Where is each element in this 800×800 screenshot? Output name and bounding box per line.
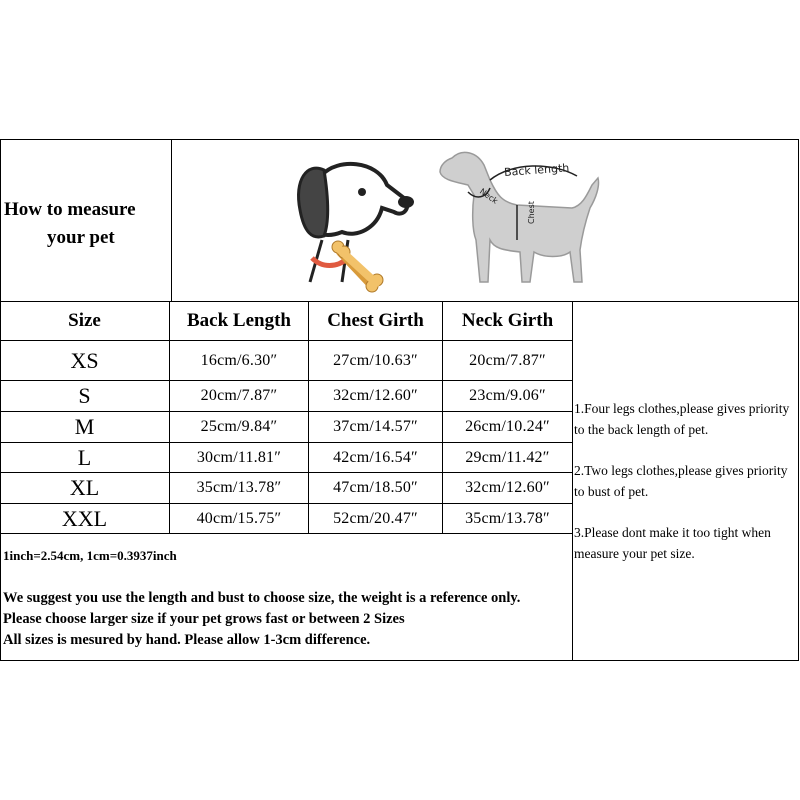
note-line: All sizes is mesured by hand. Please allow 1-3cm difference. <box>3 632 371 648</box>
size-xl: XL <box>69 475 100 500</box>
back-xxl: 40cm/15.75″ <box>196 509 282 527</box>
neck-label: Neck <box>477 186 500 206</box>
size-xs: XS <box>70 347 99 373</box>
chest-xl: 47cm/18.50″ <box>333 479 418 496</box>
size-m: M <box>74 414 95 439</box>
tip-item: 3.Please dont make it too tight when measure your pet size. <box>574 525 771 561</box>
neck-m: 26cm/10.24″ <box>465 418 550 435</box>
note-line: We suggest you use the length and bust to choose size, the weight is a reference only. <box>3 590 521 606</box>
tip-item: 2.Two legs clothes,please gives priority to bust of pet. <box>574 463 788 499</box>
back-length-label: Back length <box>503 161 570 179</box>
how-to-measure-label <box>4 196 136 252</box>
dog-head-illustration <box>299 164 414 292</box>
back-xl: 35cm/13.78″ <box>196 479 282 496</box>
measuring-tips <box>574 398 796 584</box>
header-chest-girth: Chest Girth <box>327 310 424 331</box>
neck-s: 23cm/9.06″ <box>469 387 546 404</box>
chest-s: 32cm/12.60″ <box>333 387 418 404</box>
measure-diagram <box>172 140 792 300</box>
how-to-line2: your pet <box>47 227 115 248</box>
header-neck-girth: Neck Girth <box>461 310 554 331</box>
back-m: 25cm/9.84″ <box>200 418 278 435</box>
chest-xxl: 52cm/20.47″ <box>333 509 418 527</box>
how-to-line1: How to measure <box>4 199 136 220</box>
divider <box>572 301 573 661</box>
tip-item: 1.Four legs clothes,please gives priority to the back length of pet. <box>574 401 790 437</box>
chest-xs: 27cm/10.63″ <box>333 351 418 369</box>
chest-label: Chest <box>527 201 536 224</box>
back-l: 30cm/11.81″ <box>196 448 282 466</box>
size-l: L <box>77 444 92 470</box>
divider <box>0 533 572 534</box>
note-line: Please choose larger size if your pet grows fast or between 2 Sizes <box>3 611 405 627</box>
chest-l: 42cm/16.54″ <box>333 448 418 466</box>
size-s: S <box>78 383 91 408</box>
size-xxl: XXL <box>61 505 108 531</box>
dog-silhouette-illustration <box>440 152 599 282</box>
header-back-length: Back Length <box>187 310 291 331</box>
neck-xs: 20cm/7.87″ <box>469 351 546 369</box>
neck-xl: 32cm/12.60″ <box>465 479 550 496</box>
size-notes <box>3 588 520 651</box>
unit-conversion: 1inch=2.54cm, 1cm=0.3937inch <box>3 548 177 563</box>
back-s: 20cm/7.87″ <box>200 387 278 404</box>
neck-xxl: 35cm/13.78″ <box>465 509 550 527</box>
chest-m: 37cm/14.57″ <box>333 418 418 435</box>
header-size: Size <box>68 310 101 331</box>
back-xs: 16cm/6.30″ <box>200 351 278 369</box>
neck-l: 29cm/11.42″ <box>465 448 550 466</box>
